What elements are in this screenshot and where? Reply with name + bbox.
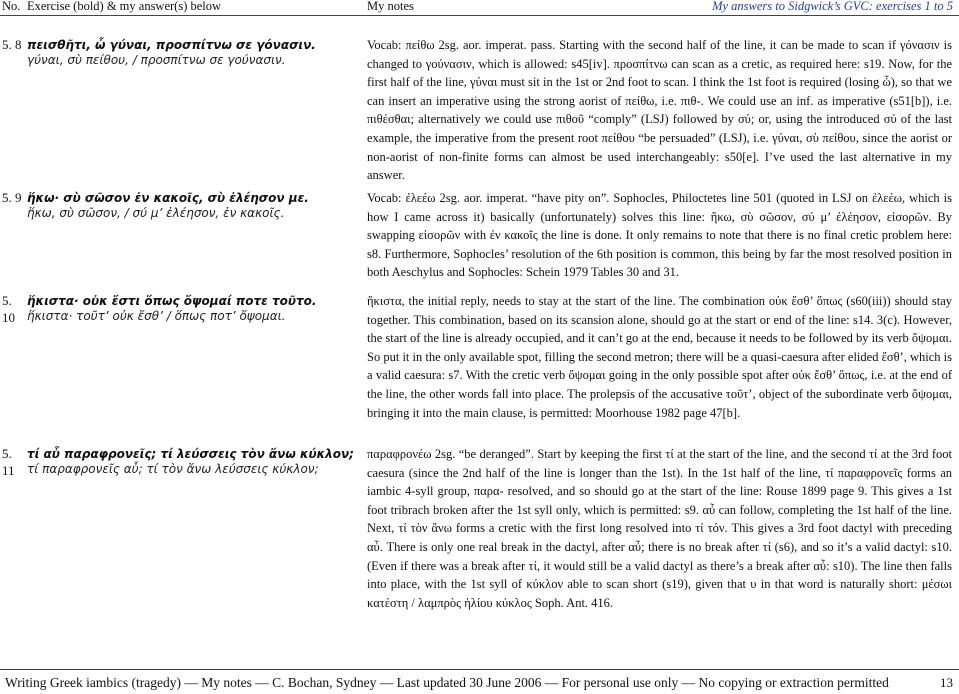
exercise-greek: ἥκιστα· οὐκ ἔστι ὅπως ὄψομαί ποτε τοῦτο. [27,294,317,308]
exercise-greek: τί αὖ παραφρονεῖς; τί λεύσσεις τὸν ἄνω κύκλον; [27,447,354,461]
header-no: No. [2,0,21,13]
exercise-note: Vocab: πείθω 2sg. aor. imperat. pass. Starting with the second half of the line, it can be made to scan if γόνασιν is changed to γούνασιν, which is allowed: s45[iv]. προσπίτνω can scan as a cretic, as required here: s19. Now, for the first half of the line, γύναι must sit in the 1st or 2nd foot to scan. I think the 1st foot is required (losing ὦ), so that we can insert an imperative using the strong aorist of πείθω, i.e. πιθ-. We could use an inf. as imperative (s51[b]), i.e. πιθέσθαι; alternatively we could use πιθοῦ “comply” (LSJ) followed by σύ; or, using the introduced σύ of the last example, the imperative from the present root πείθου “be persuaded” (LSJ), i.e. γύναι, σὺ πείθου, since the aorist or non-aorist of non-finite forms can almost be used interchangeably: s50[e]. I’ve used the last alternative in my answer. [367,38,952,183]
page-number: 13 [940,675,953,690]
exercise-note: Vocab: ἐλεέω 2sg. aor. imperat. “have pity on”. Sophocles, Philoctetes line 501 (quoted in LSJ on ἐλεέω, which is how I came across it) basically (unfortunately) solves this line: ἥκω, σὺ σῶσον, σύ μ’ ἐλέησον, εἰσορῶν. By swapping εἰσορῶν with ἐν κακοῖς the line is done. It only remains to note that there is no final cretic problem here: s8. Furthermore, Sophocles’ resolution of the 6th position is common, this being by far the most resolved position in both Aeschylus and Sophocles: Schein 1979 Tables 30 and 31. [367,191,952,280]
page-header [0,0,959,16]
page-footer [0,669,959,692]
header-notes: My notes [367,0,414,13]
exercise-greek: πεισθῆτι, ὦ γύναι, προσπίτνω σε γόνασιν. [27,38,316,52]
exercise-number: 5. 11 [2,446,15,478]
exercise-greek: ἥκω· σὺ σῶσον ἐν κακοῖς, σὺ ἐλέησον με. [27,191,309,205]
exercise-note: παραφρονέω 2sg. “be deranged”. Start by keeping the first τί at the start of the line, and the second τί at the 3rd foot caesura (since the 2nd half of the line is longer than the 1st). In the 1st half of the line, τί παραφρονεῖς forms an iambic 4-syll group, παρα- resolved, and so should go at the start of the line: Rouse 1899 page 9. This gives a 1st foot tribrach broken after the 1st syll only, which is permitted: s9. αὖ can follow, completing the 1st half of the line. Next, τί τὸν ἄνω forms a cretic with the first long resolved into τί τόν. This gives a 3rd foot dactyl with preceding αὖ. There is only one real break in the dactyl, after αὖ; there is no break after τί (s6), and so it’s a valid dactyl: s10. (Even if there was a break after τί, it would still be a valid dactyl as there’s a break after αὖ: s10). The line then falls into place, with the 1st syll of κύκλον able to scan short (s19), given that υ in that word is naturally short: μέσωι κατέστη / λαμπρὸς ἡλίου κύκλος Soph. Ant. 416. [367,447,952,610]
exercise-answer: ἥκιστα· τοῦτ’ οὐκ ἔσθ’ / ὅπως ποτ’ ὄψομαι. [27,309,286,323]
footer-text: Writing Greek iambics (tragedy) — My notes — C. Bochan, Sydney — Last updated 30 June 2006 — For personal use only — No copying or extraction permitted [5,675,889,690]
exercise-answer: τί παραφρονεῖς αὖ; τί τὸν ἄνω λεύσσεις κύκλον; [27,462,319,476]
exercise-answer: ἥκω, σὺ σῶσον, / σύ μ’ ἐλέησον, ἐν κακοῖς. [27,206,285,220]
exercise-number: 5. 10 [2,293,15,325]
exercise-answer: γύναι, σὺ πείθου, / προσπίτνω σε γούνασιν. [27,53,286,67]
exercise-number: 5. 8 [2,37,22,52]
header-exercise: Exercise (bold) & my answer(s) below [27,0,222,13]
header-answers: My answers to Sidgwick’s GVC: exercises 1 to 5 [712,0,953,13]
exercise-note: ἥκιστα, the initial reply, needs to stay at the start of the line. The combination οὐκ ἔσθ’ ὅπως (s60(iii)) should stay together. This combination, based on its scansion alone, should go at the start or end of the line: s14. 3(c). However, the start of the line is already occupied, and it can’t go at the end, because it needs to be followed by its verb ὄψομαι. So put it in the only available spot, filling the second metron; there will be a quasi-caesura after elided ἔσθ’, which is a valid caesura: s7. With the cretic verb ὄψομαι going in the only possible spot after οὐκ ἔσθ’ ὅπως, i.e. at the end of the line, the other words fall into place. The prolepsis of the accusative τοῦτ’, object of the subordinate verb ὄψομαι, bringing it into the main clause, is permitted: Moorhouse 1982 page 47[b]. [367,294,952,420]
exercise-number: 5. 9 [2,190,22,205]
